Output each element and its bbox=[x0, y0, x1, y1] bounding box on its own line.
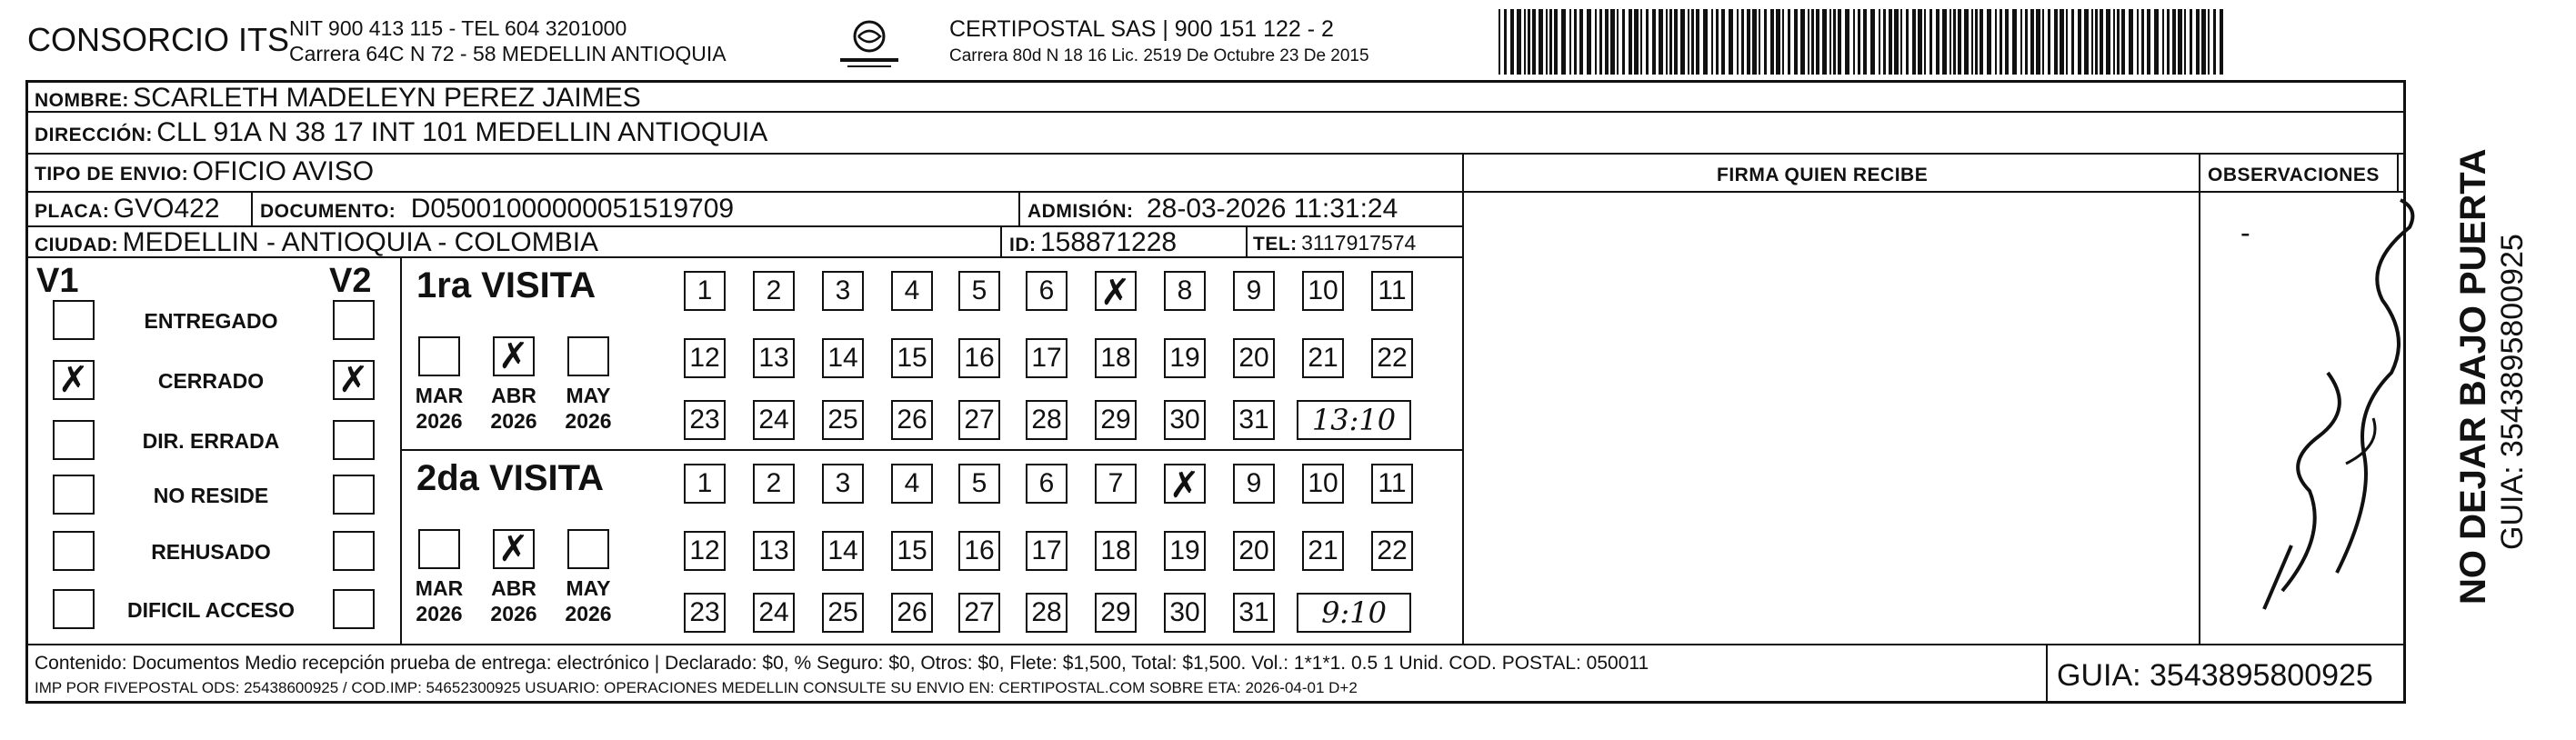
day-box[interactable]: 5 bbox=[958, 271, 1000, 311]
day-box[interactable]: 29 bbox=[1095, 400, 1137, 440]
barcode-bar bbox=[2141, 9, 2144, 75]
month-name: MAY bbox=[566, 384, 611, 407]
day-box[interactable]: 3 bbox=[822, 464, 864, 504]
barcode-bar bbox=[2137, 9, 2139, 75]
barcode-bar bbox=[1912, 9, 1916, 75]
barcode-bar bbox=[2162, 9, 2164, 75]
barcode-bar bbox=[2154, 9, 2159, 75]
barcode-bar bbox=[1669, 9, 1672, 75]
barcode-bar bbox=[1703, 9, 1708, 75]
barcode-bar bbox=[1918, 9, 1922, 75]
day-box[interactable]: 22 bbox=[1371, 531, 1413, 571]
month-checkbox[interactable] bbox=[567, 336, 609, 376]
barcode-bar bbox=[1929, 9, 1932, 75]
day-box[interactable]: 9 bbox=[1233, 271, 1275, 311]
barcode-bar bbox=[1822, 9, 1827, 75]
barcode-bar bbox=[2060, 9, 2064, 75]
barcode-bar bbox=[1879, 9, 1880, 75]
month-name: MAR bbox=[415, 384, 464, 407]
barcode-bar bbox=[2178, 9, 2182, 75]
barcode-bar bbox=[1958, 9, 1961, 75]
placa-label: PLACA: bbox=[35, 201, 110, 222]
barcode-bar bbox=[1659, 9, 1663, 75]
status-reason-label: ENTREGADO bbox=[144, 309, 278, 333]
visit-time: 9:10 bbox=[1297, 593, 1411, 633]
v2-checkbox[interactable] bbox=[333, 300, 375, 340]
day-box[interactable]: 25 bbox=[822, 400, 864, 440]
day-box[interactable]: 17 bbox=[1026, 531, 1067, 571]
visit-title: 1ra VISITA bbox=[416, 265, 596, 305]
barcode-bar bbox=[1808, 9, 1809, 75]
day-box[interactable] bbox=[1095, 271, 1137, 311]
barcode-bar bbox=[1640, 9, 1642, 75]
barcode-bar bbox=[1964, 9, 1969, 75]
day-box[interactable]: 12 bbox=[684, 338, 726, 378]
tel-label: TEL: bbox=[1253, 234, 1298, 255]
barcode-bar bbox=[1554, 9, 1558, 75]
day-box[interactable]: 15 bbox=[891, 338, 933, 378]
direccion-value: CLL 91A N 38 17 INT 101 MEDELLIN ANTIOQUIA bbox=[156, 117, 768, 147]
certipostal-name: CERTIPOSTAL SAS | 900 151 122 - 2 bbox=[949, 16, 1334, 42]
barcode-bar bbox=[1691, 9, 1694, 75]
admision-label: ADMISIÓN: bbox=[1027, 201, 1134, 222]
observaciones-value: - bbox=[2240, 216, 2250, 249]
barcode-bar bbox=[1646, 9, 1649, 75]
barcode-bar bbox=[1838, 9, 1841, 75]
day-box[interactable]: 31 bbox=[1233, 593, 1275, 633]
barcode-bar bbox=[2005, 9, 2009, 75]
barcode-bar bbox=[1770, 9, 1774, 75]
month-year: 2026 bbox=[416, 409, 463, 433]
barcode-bar bbox=[1711, 9, 1713, 75]
barcode-bar bbox=[2106, 9, 2110, 75]
barcode-bar bbox=[1666, 9, 1668, 75]
v1-checkbox[interactable] bbox=[53, 420, 95, 460]
barcode-bar bbox=[2012, 9, 2017, 75]
barcode-bar bbox=[1936, 9, 1940, 75]
ciudad-label: CIUDAD: bbox=[35, 235, 119, 255]
barcode-bar bbox=[1811, 9, 1814, 75]
barcode-bar bbox=[2084, 9, 2089, 75]
guide-form bbox=[25, 80, 2406, 704]
month-year: 2026 bbox=[565, 409, 612, 433]
day-box[interactable]: 5 bbox=[958, 464, 1000, 504]
barcode-bar bbox=[1924, 9, 1926, 75]
barcode-bar bbox=[1975, 9, 1978, 75]
no-dejar-bajo-puerta: NO DEJAR BAJO PUERTA bbox=[2453, 148, 2493, 605]
v1-label: V1 bbox=[36, 262, 79, 300]
day-box[interactable]: 23 bbox=[684, 593, 726, 633]
day-box[interactable]: 24 bbox=[753, 593, 795, 633]
day-box[interactable]: 4 bbox=[891, 464, 933, 504]
barcode-bar bbox=[1579, 9, 1583, 75]
barcode-bar bbox=[2054, 9, 2058, 75]
nombre-value: SCARLETH MADELEYN PEREZ JAIMES bbox=[133, 83, 641, 113]
barcode-bar bbox=[1776, 9, 1780, 75]
barcode-bar bbox=[1894, 9, 1899, 75]
day-box[interactable]: 7 bbox=[1095, 464, 1137, 504]
month-name: ABR bbox=[491, 576, 536, 600]
barcode-bar bbox=[1995, 9, 1997, 75]
barcode-bar bbox=[1737, 9, 1739, 75]
ciudad-value: MEDELLIN - ANTIOQUIA - COLOMBIA bbox=[122, 227, 599, 257]
v1-checkbox[interactable]: ✗ bbox=[53, 360, 95, 400]
day-box[interactable]: 29 bbox=[1095, 593, 1137, 633]
admision-value: 28-03-2026 11:31:24 bbox=[1146, 194, 1398, 224]
day-box[interactable]: 21 bbox=[1302, 531, 1344, 571]
barcode-bar bbox=[1782, 9, 1784, 75]
month-checkbox[interactable]: ✗ bbox=[493, 529, 535, 569]
barcode-bar bbox=[2042, 9, 2044, 75]
id-label: ID: bbox=[1009, 235, 1037, 255]
barcode-bar bbox=[1853, 9, 1855, 75]
day-box[interactable]: 4 bbox=[891, 271, 933, 311]
day-box[interactable]: 21 bbox=[1302, 338, 1344, 378]
barcode-bar bbox=[2213, 9, 2216, 75]
barcode-bar bbox=[1498, 9, 1500, 75]
tel-value: 3117917574 bbox=[1301, 231, 1417, 255]
barcode-bar bbox=[1574, 9, 1577, 75]
certipostal-address: Carrera 80d N 18 16 Lic. 2519 De Octubre 23 De 2015 bbox=[949, 46, 1369, 65]
barcode-bar bbox=[1587, 9, 1591, 75]
barcode-bar bbox=[1721, 9, 1725, 75]
v1-checkbox[interactable] bbox=[53, 475, 95, 515]
day-box[interactable]: 10 bbox=[1302, 464, 1344, 504]
status-reason-label: DIFICIL ACCESO bbox=[126, 598, 295, 622]
barcode-bar bbox=[1674, 9, 1678, 75]
month-year: 2026 bbox=[490, 409, 537, 433]
barcode-bar bbox=[1788, 9, 1790, 75]
id-value: 158871228 bbox=[1039, 227, 1178, 257]
barcode-bar bbox=[1971, 9, 1973, 75]
direccion-label: DIRECCIÓN: bbox=[35, 125, 153, 145]
day-box[interactable]: 6 bbox=[1026, 271, 1067, 311]
day-box[interactable]: 13 bbox=[753, 531, 795, 571]
barcode-bar bbox=[1595, 9, 1597, 75]
day-box[interactable]: 8 bbox=[1164, 271, 1206, 311]
barcode-bar bbox=[2020, 9, 2022, 75]
barcode-bar bbox=[1870, 9, 1875, 75]
side-guia: GUIA: 3543895800925 bbox=[2495, 234, 2530, 550]
barcode-bar bbox=[1942, 9, 1947, 75]
barcode-bar bbox=[1833, 9, 1836, 75]
v2-checkbox[interactable]: ✗ bbox=[333, 360, 375, 400]
barcode-bar bbox=[2066, 9, 2068, 75]
barcode-bar bbox=[2117, 9, 2120, 75]
barcode-bar bbox=[1889, 9, 1892, 75]
month-checkbox[interactable]: ✗ bbox=[493, 336, 535, 376]
v2-label: V2 bbox=[329, 262, 372, 300]
barcode-bar bbox=[1617, 9, 1619, 75]
day-box[interactable]: 17 bbox=[1026, 338, 1067, 378]
day-box[interactable]: 2 bbox=[753, 271, 795, 311]
footer-guia: GUIA: 3543895800925 bbox=[2057, 658, 2373, 693]
barcode-bar bbox=[1953, 9, 1956, 75]
barcode-bar bbox=[1539, 9, 1543, 75]
barcode-bar bbox=[1741, 9, 1744, 75]
day-box[interactable]: 20 bbox=[1233, 338, 1275, 378]
barcode-bar bbox=[2121, 9, 2125, 75]
barcode-bar bbox=[1528, 9, 1530, 75]
barcode-bar bbox=[1517, 9, 1521, 75]
placa-value: GVO422 bbox=[113, 194, 220, 224]
v1-checkbox[interactable] bbox=[53, 531, 95, 571]
month-checkbox[interactable] bbox=[418, 336, 460, 376]
day-box[interactable]: 26 bbox=[891, 593, 933, 633]
day-box[interactable]: 3 bbox=[822, 271, 864, 311]
footer-contenido: Contenido: Documentos Medio recepción prueba de entrega: electrónico | Declarado: $0, % Seguro: $0, Otros: $0, Flete: $1,500, Total: $1,500. Vol.: 1*1*1. 0.5 1 Unid. COD. POSTAL: 050011 bbox=[35, 653, 1649, 674]
day-box[interactable]: 12 bbox=[684, 531, 726, 571]
month-checkbox[interactable] bbox=[418, 529, 460, 569]
v1-checkbox[interactable] bbox=[53, 300, 95, 340]
barcode-bar bbox=[1906, 9, 1909, 75]
barcode-bar bbox=[1950, 9, 1951, 75]
day-box[interactable]: 11 bbox=[1371, 464, 1413, 504]
day-box[interactable]: 28 bbox=[1026, 400, 1067, 440]
day-box[interactable]: 19 bbox=[1164, 338, 1206, 378]
day-box[interactable]: 28 bbox=[1026, 593, 1067, 633]
barcode-bar bbox=[1510, 9, 1514, 75]
barcode-bar bbox=[2071, 9, 2074, 75]
v2-checkbox[interactable] bbox=[333, 475, 375, 515]
barcode-bar bbox=[1858, 9, 1860, 75]
day-box[interactable]: 2 bbox=[753, 464, 795, 504]
barcode-bar bbox=[1622, 9, 1625, 75]
day-box[interactable]: 24 bbox=[753, 400, 795, 440]
tipo-envio-label: TIPO DE ENVIO: bbox=[35, 164, 189, 185]
barcode-bar bbox=[1680, 9, 1685, 75]
barcode-bar bbox=[1829, 9, 1831, 75]
barcode-bar bbox=[2025, 9, 2028, 75]
barcode-bar bbox=[2091, 9, 2093, 75]
nombre-label: NOMBRE: bbox=[35, 90, 129, 111]
day-box[interactable]: 26 bbox=[891, 400, 933, 440]
day-box[interactable]: 30 bbox=[1164, 593, 1206, 633]
status-reason-label: NO RESIDE bbox=[153, 484, 269, 507]
month-checkbox[interactable] bbox=[567, 529, 609, 569]
barcode-bar bbox=[1883, 9, 1886, 75]
barcode-bar bbox=[1524, 9, 1526, 75]
month-name: MAY bbox=[566, 576, 611, 600]
tipo-envio-value: OFICIO AVISO bbox=[192, 156, 375, 186]
day-box[interactable]: 18 bbox=[1095, 531, 1137, 571]
barcode-bar bbox=[2095, 9, 2098, 75]
barcode-bar bbox=[1816, 9, 1819, 75]
barcode-bar bbox=[2208, 9, 2210, 75]
company-nit: NIT 900 413 115 - TEL 604 3201000 bbox=[289, 16, 627, 40]
status-reason-label: DIR. ERRADA bbox=[142, 429, 280, 453]
month-name: MAR bbox=[415, 576, 464, 600]
barcode-bar bbox=[1980, 9, 1983, 75]
day-box[interactable]: 14 bbox=[822, 531, 864, 571]
barcode-bar bbox=[1800, 9, 1805, 75]
barcode-bar bbox=[1610, 9, 1615, 75]
barcode-bar bbox=[1987, 9, 1991, 75]
barcode-bar bbox=[1716, 9, 1719, 75]
day-box[interactable]: 16 bbox=[958, 531, 1000, 571]
barcode-bar bbox=[2172, 9, 2176, 75]
status-reason-label: REHUSADO bbox=[151, 540, 271, 564]
barcode-bar bbox=[2129, 9, 2133, 75]
barcode-bar bbox=[1546, 9, 1548, 75]
day-box[interactable]: 30 bbox=[1164, 400, 1206, 440]
barcode-bar bbox=[1599, 9, 1602, 75]
barcode-bar bbox=[1688, 9, 1689, 75]
certipostal-logo-icon bbox=[835, 16, 904, 71]
day-box[interactable]: 20 bbox=[1233, 531, 1275, 571]
barcode-bar bbox=[2201, 9, 2206, 75]
barcode-bar bbox=[1747, 9, 1750, 75]
footer-imp: IMP POR FIVEPOSTAL ODS: 25438600925 / COD.IMP: 54652300925 USUARIO: OPERACIONES MEDELLIN CONSULTE SU ENVIO EN: CERTIPOSTAL.COM SOBRE ETA: 2026-04-01 D+2 bbox=[35, 679, 1358, 696]
barcode-bar bbox=[1629, 9, 1632, 75]
v1-checkbox[interactable] bbox=[53, 589, 95, 629]
day-box[interactable]: 27 bbox=[958, 593, 1000, 633]
day-box[interactable]: 22 bbox=[1371, 338, 1413, 378]
visit-time: 13:10 bbox=[1297, 400, 1411, 440]
barcode-bar bbox=[1652, 9, 1656, 75]
barcode-bar bbox=[2190, 9, 2192, 75]
status-reason-label: CERRADO bbox=[157, 369, 265, 393]
day-box[interactable]: 15 bbox=[891, 531, 933, 571]
observaciones-label: OBSERVACIONES bbox=[2208, 165, 2380, 185]
barcode-bar bbox=[2147, 9, 2150, 75]
barcode-bar bbox=[2030, 9, 2034, 75]
day-box[interactable]: 23 bbox=[684, 400, 726, 440]
barcode-bar bbox=[2000, 9, 2002, 75]
barcode-bar bbox=[1561, 9, 1566, 75]
barcode-bar bbox=[2220, 9, 2223, 75]
barcode-bar bbox=[2100, 9, 2103, 75]
barcode-bar bbox=[2048, 9, 2050, 75]
v2-checkbox[interactable] bbox=[333, 589, 375, 629]
barcode-bar bbox=[1504, 9, 1507, 75]
v2-checkbox[interactable] bbox=[333, 420, 375, 460]
month-year: 2026 bbox=[416, 602, 463, 625]
barcode-bar bbox=[1759, 9, 1760, 75]
day-box[interactable]: 31 bbox=[1233, 400, 1275, 440]
barcode-bar bbox=[1605, 9, 1609, 75]
company-address: Carrera 64C N 72 - 58 MEDELLIN ANTIOQUIA bbox=[289, 42, 727, 65]
day-box[interactable]: 11 bbox=[1371, 271, 1413, 311]
day-box[interactable]: 6 bbox=[1026, 464, 1067, 504]
day-box[interactable]: 9 bbox=[1233, 464, 1275, 504]
month-year: 2026 bbox=[490, 602, 537, 625]
day-box[interactable]: 13 bbox=[753, 338, 795, 378]
barcode-bar bbox=[2196, 9, 2200, 75]
day-box[interactable]: 25 bbox=[822, 593, 864, 633]
day-box[interactable]: 16 bbox=[958, 338, 1000, 378]
barcode-bar bbox=[2184, 9, 2186, 75]
day-box[interactable]: 19 bbox=[1164, 531, 1206, 571]
month-year: 2026 bbox=[565, 602, 612, 625]
barcode-bar bbox=[1549, 9, 1552, 75]
firma-label: FIRMA QUIEN RECIBE bbox=[1717, 165, 1929, 185]
barcode-bar bbox=[1764, 9, 1767, 75]
barcode-bar bbox=[1532, 9, 1536, 75]
day-box[interactable] bbox=[1164, 464, 1206, 504]
barcode-bar bbox=[1845, 9, 1849, 75]
barcode-bar bbox=[1794, 9, 1798, 75]
barcode-bar bbox=[2113, 9, 2115, 75]
barcode-icon bbox=[1498, 9, 2226, 75]
barcode-bar bbox=[1863, 9, 1867, 75]
visit-title: 2da VISITA bbox=[416, 458, 604, 498]
day-box[interactable]: 1 bbox=[684, 271, 726, 311]
documento-value: D05001000000051519709 bbox=[410, 194, 735, 224]
documento-label: DOCUMENTO: bbox=[260, 201, 396, 222]
day-box[interactable]: 10 bbox=[1302, 271, 1344, 311]
day-box[interactable]: 18 bbox=[1095, 338, 1137, 378]
barcode-bar bbox=[2167, 9, 2170, 75]
barcode-bar bbox=[2078, 9, 2081, 75]
barcode-bar bbox=[1569, 9, 1571, 75]
barcode-bar bbox=[1900, 9, 1902, 75]
barcode-bar bbox=[1634, 9, 1639, 75]
v2-checkbox[interactable] bbox=[333, 531, 375, 571]
month-name: ABR bbox=[491, 384, 536, 407]
day-box[interactable]: 27 bbox=[958, 400, 1000, 440]
day-box[interactable]: 1 bbox=[684, 464, 726, 504]
handwritten-signature-icon bbox=[2228, 191, 2428, 618]
day-box[interactable]: 14 bbox=[822, 338, 864, 378]
company-name: CONSORCIO ITS bbox=[27, 21, 290, 58]
barcode-bar bbox=[1696, 9, 1699, 75]
barcode-bar bbox=[2036, 9, 2040, 75]
barcode-bar bbox=[1729, 9, 1733, 75]
barcode-bar bbox=[1752, 9, 1757, 75]
